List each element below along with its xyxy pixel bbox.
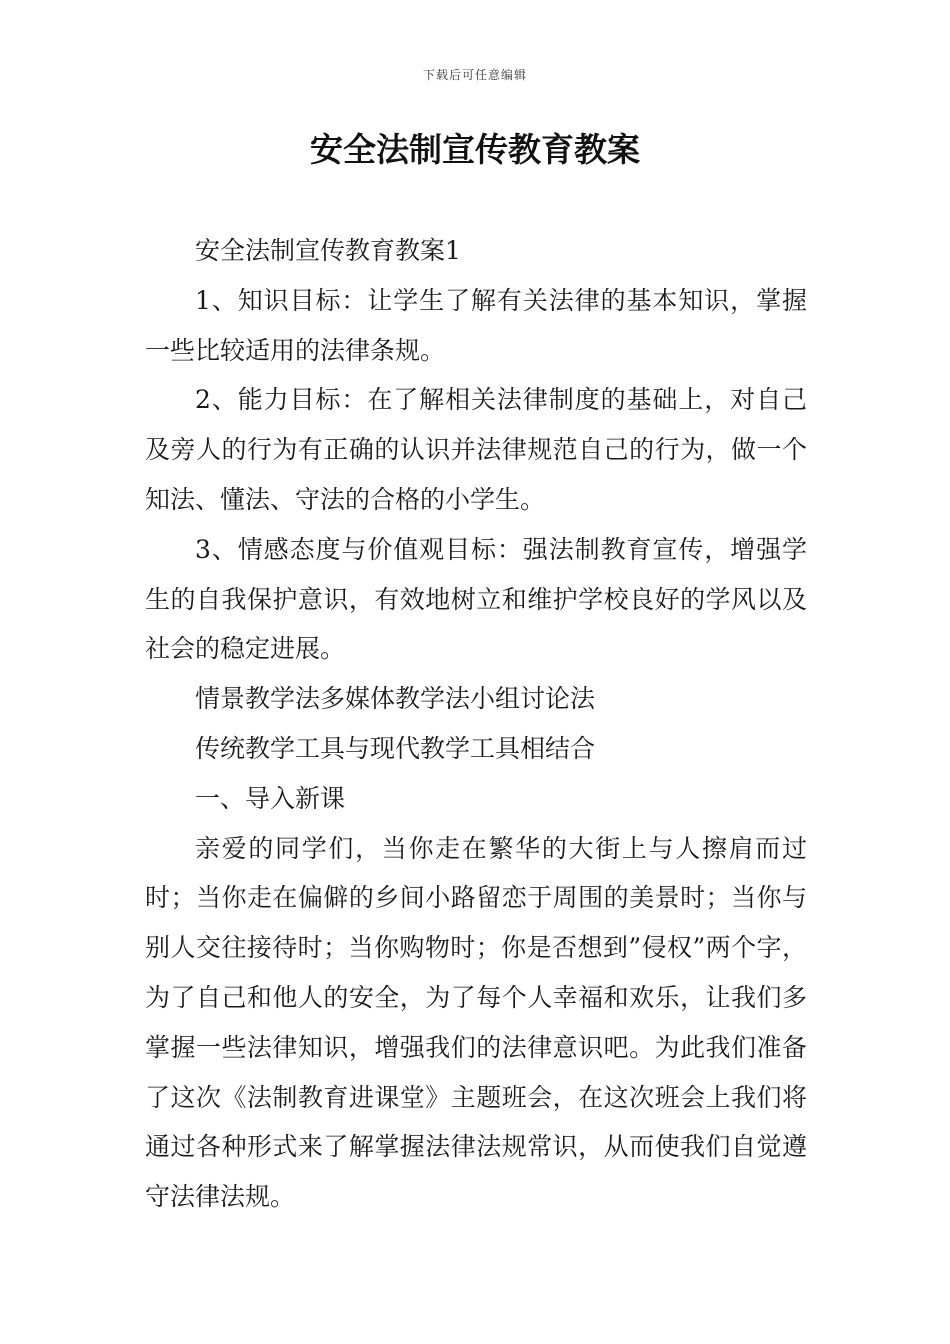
document-body [145,226,807,1222]
paragraph-ability-goal: 2、能力目标：在了解相关法律制度的基础上，对自己及旁人的行为有正确的认识并法律规范自己的行为，做一个知法、懂法、守法的合格的小学生。 [145,385,807,514]
section-heading: 安全法制宣传教育教案1 [195,236,461,265]
paragraph-teaching-methods: 情景教学法多媒体教学法小组讨论法 [195,684,596,714]
paragraph-introduction: 亲爱的同学们，当你走在繁华的大街上与人擦肩而过时；当你走在偏僻的乡间小路留恋于周围的美景时；当你与别人交往接待时；当你购物时；你是否想到”侵权”两个字，为了自己和他人的安全，为了每个人幸福和欢乐，让我们多掌握一些法律知识，增强我们的法律意识吧。为此我们准备了这次《法制教育进课堂》主题班会，在这次班会上我们将通过各种形式来了解掌握法律法规常识，从而使我们自觉遵守法律法规。 [145,833,807,1212]
header-note: 下载后可任意编辑 [422,68,527,82]
paragraph-knowledge-goal: 1、知识目标：让学生了解有关法律的基本知识，掌握一些比较适用的法律条规。 [145,285,807,365]
paragraph-teaching-tools: 传统教学工具与现代教学工具相结合 [195,733,596,763]
paragraph-part-one-heading: 一、导入新课 [195,783,346,813]
document-title: 安全法制宣传教育教案 [310,130,640,169]
paragraph-attitude-goal: 3、情感态度与价值观目标：强法制教育宣传，增强学生的自我保护意识，有效地树立和维护学校良好的学风以及社会的稳定进展。 [145,534,807,664]
